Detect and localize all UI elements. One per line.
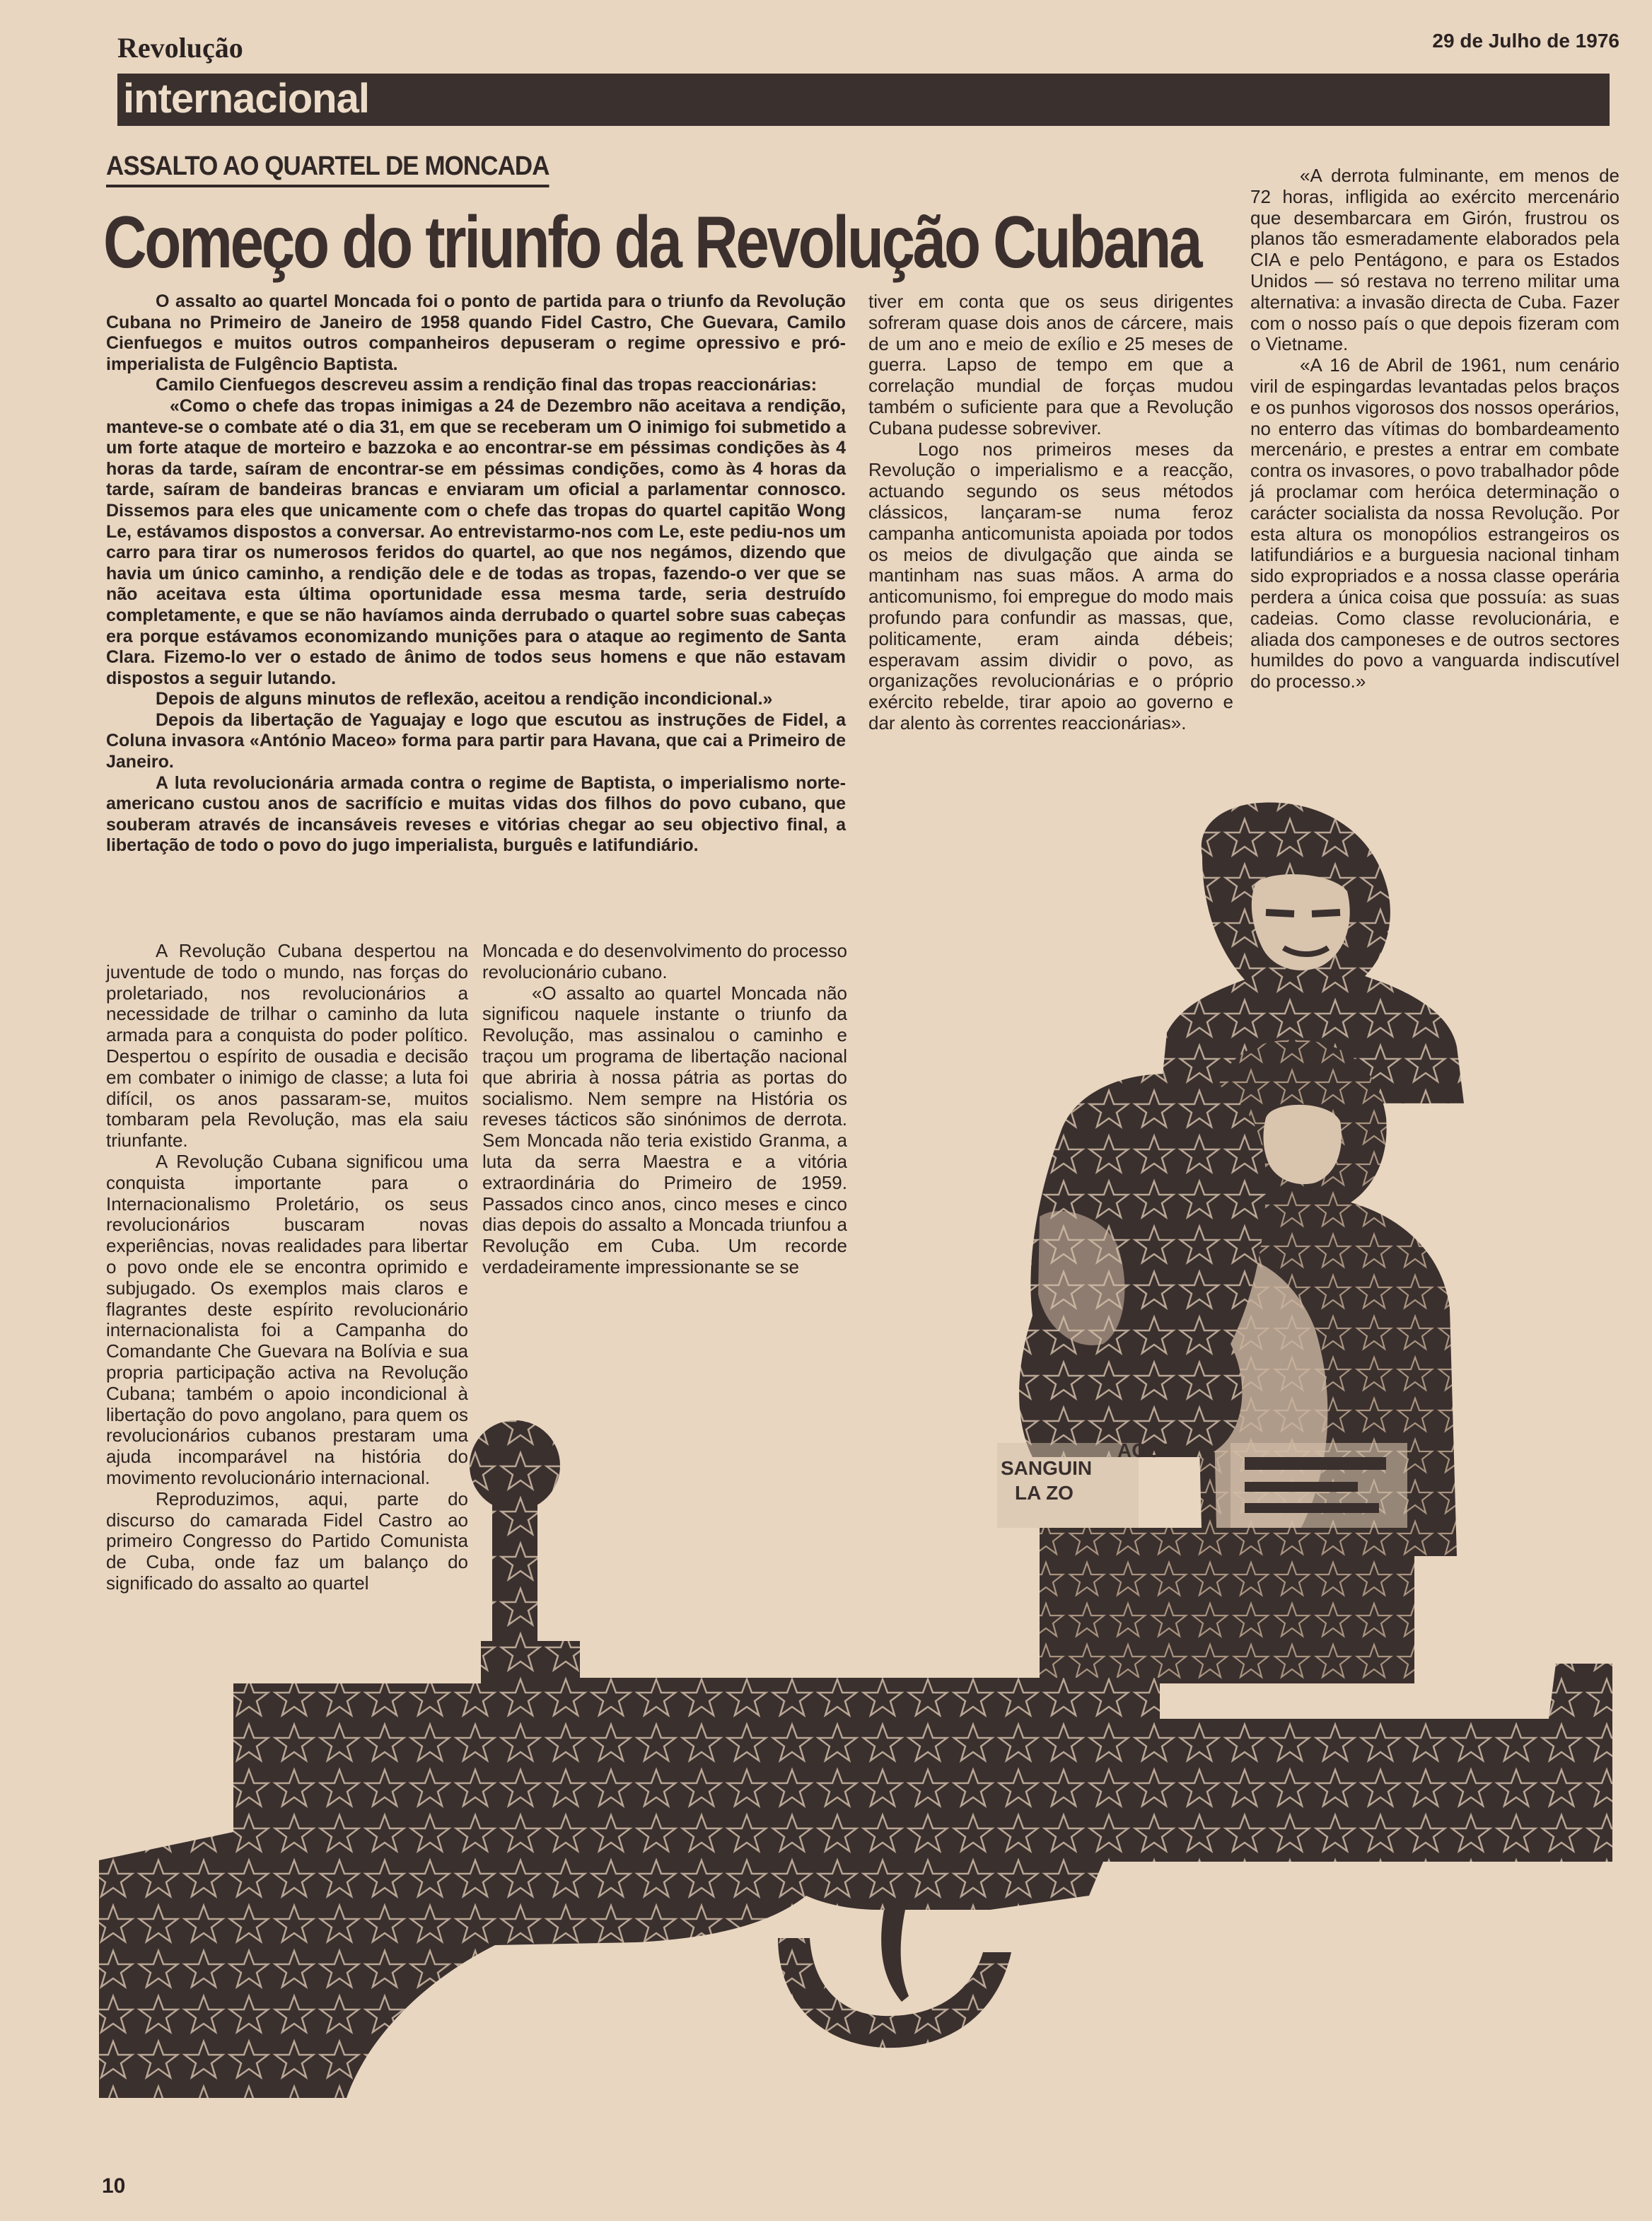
lead-paragraph: Depois da libertação de Yaguajay e logo que escutou as instruções de Fidel, a Coluna invasora «António Maceo» forma para partir para Havana, que cai a Primeiro de Janeiro. xyxy=(106,709,846,772)
section-title: internacional xyxy=(123,76,369,122)
article-kicker: ASSALTO AO QUARTEL DE MONCADA xyxy=(106,151,549,187)
rifle-bolt-stem xyxy=(492,1492,537,1648)
article-headline: Começo do triunfo da Revolução Cubana xyxy=(103,202,1201,284)
body-paragraph: A Revolução Cubana despertou na juventude de todo o mundo, nas forças do proletariado, nos revolucionários a necessidade de trilhar o caminho da luta armada para a conquista do poder político. Despertou o espírito de ousadia e decisão em combater o inimigo de classe; a luta foi difícil, os anos passaram-se, muitos tombaram pela Revolução, mas ela saiu triunfante. xyxy=(106,940,468,1152)
body-paragraph: Moncada e do desenvolvimento do processo revolucionário cubano. xyxy=(482,940,847,982)
poster-word: LA ZO xyxy=(1015,1482,1074,1504)
body-paragraph: Logo nos primeiros meses da Revolução o imperialismo e a reacção, actuando segundo os seus métodos clássicos, lançaram-se numa feroz campanha anticomunista apoiada por todos os meios de divulgação que ainda se mantinham nas suas mãos. A arma do anticomunismo, foi empregue do modo mais profundo para confundir as massas, que, politicamente, eram ainda débeis; esperavam assim dividir o povo, as organizações revolucionárias e o próprio exército rebelde, tirar apoio ao governo e dar alento às correntes reaccionárias». xyxy=(868,438,1233,733)
body-paragraph: «O assalto ao quartel Moncada não significou naquele instante o triunfo da Revolução, mas assinalou o caminho e traçou um programa de libertação nacional que abriria à nossa pátria as portas do socialismo. Nem sempre na História os reveses tácticos são sinónimos de derrota. Sem Moncada não teria existido Granma, a luta da serra Maestra e a vitória extraordinária do Primeiro de 1959. Passados cinco anos, cinco meses e cinco dias depois do assalto a Moncada triunfou a Revolução em Cuba. Um recorde verdadeiramente impressionante se se xyxy=(482,982,847,1277)
masthead-name: Revolução xyxy=(117,32,243,64)
page-number: 10 xyxy=(102,2174,126,2198)
portrait-left xyxy=(1019,1074,1266,1457)
poster-word: SANGUIN xyxy=(1001,1457,1093,1479)
lead-paragraph: Depois de alguns minutos de reflexão, aceitou a rendição incondicional.» xyxy=(156,689,773,709)
rifle-trigger xyxy=(881,1910,909,2002)
poster-word: AGURA xyxy=(1117,1439,1190,1461)
body-paragraph: tiver em conta que os seus dirigentes sofreram quase dois anos de cárcere, mais de um ano e meio de exílio e 25 meses de guerra. Lapso de tempo em que a correlação mundial de forças mudou também o suficiente para que a Revolução Cubana pudesse sobreviver. xyxy=(868,291,1233,439)
body-paragraph: «A 16 de Abril de 1961, num cenário viril de espingardas levantadas pelos braços e os punhos vigorosos dos nossos operários, no enterro das vítimas do bombardeamento mercenário, e prestes a entrar em combate contra os invasores, o povo trabalhador pôde já proclamar com heróica determinação o carácter socialista da nossa Revolução. Por esta altura os monopólios estrangeiros os latifundiários e a burguesia nacional tinham sido expropriados e a nossa classe operária perdera a única coisa que possuía: as suas cadeias. Como classe revolucionária, e aliada dos camponeses e de outros sectores humildes do povo a vanguarda indiscutível do processo.» xyxy=(1250,354,1619,692)
body-paragraph: «A derrota fulminante, em menos de 72 horas, infligida ao exército mercenário que desembarcara em Girón, frustrou os planos tão esmeradamente elaborados pela CIA e pelo Pentágono, e para os Estados Unidos — só restava no terreno militar uma alternativa: a invasão directa de Cuba. Fazer com o nosso país o que depois fizeram com o Vietname. xyxy=(1250,165,1619,355)
issue-date: 29 de Julho de 1976 xyxy=(1432,30,1619,52)
lead-quote: «Como o chefe das tropas inimigas a 24 de Dezembro não aceitava a rendição, manteve-se o combate até o dia 31, em que se receberam um O inimigo foi submetido a um forte ataque de morteiro e bazzoka e ao encontrar-se em péssimas condições às 4 horas da tarde, saíram de encontrar-se em péssimas condições, como às 4 horas da tarde, saíram de bandeiras brancas e enviaram um oficial a parlamentar connosco. Dissemos para eles que unicamente com o chefe das tropas do quartel capitão Wong Le, estávamos dispostos a conversar. Ao entrevistarmo-nos com Le, este pediu-nos um carro para tirar os numerosos feridos do quartel, ao que nos negámos, dizendo que havia um único caminho, a rendição dele e de todas as tropas, fazendo-o ver que se não aceitava esta última oportunidade essa mesma tarde, seria destruído completamente, e que se não havíamos ainda derrubado o quartel sobre suas cabeças era porque estávamos economizando munições para o ataque ao regimento de Santa Clara. Fizemo-lo ver o estado de ânimo de todos seus homens e que não estavam dispostos a seguir lutando. xyxy=(106,395,846,688)
lead-paragraph: O assalto ao quartel Moncada foi o ponto de partida para o triunfo da Revolução Cubana no Primeiro de Janeiro de 1958 quando Fidel Castro, Che Guevara, Camilo Cienfuegos e muitos outros companheiros depuseram o regime opressivo e pró-imperialista de Fulgêncio Baptista. xyxy=(106,291,846,374)
lead-paragraph: Camilo Cienfuegos descreveu assim a rendição final das tropas reaccionárias: xyxy=(156,375,818,395)
body-paragraph: Reproduzimos, aqui, parte do discurso do camarada Fidel Castro ao primeiro Congresso do Partido Comunista de Cuba, onde faz um balanço do significado do assalto ao quartel xyxy=(106,1488,468,1594)
lead-paragraph: A luta revolucionária armada contra o regime de Baptista, o imperialismo norte-americano custou anos de sacrifício e muitas vidas dos filhos do povo cubano, que souberam através de incansáveis reveses e vitórias chegar ao seu objectivo final, a libertação de todo o povo do jugo imperialista, burguês e latifundiário. xyxy=(106,772,846,856)
body-paragraph: A Revolução Cubana significou uma conquista importante para o Internacionalismo Proletário, os seus revolucionários buscaram novas experiências, novas realidades para libertar o povo onde ele se encontra oprimido e subjugado. Os exemplos mais claros e flagrantes deste espírito revolucionário internacionalista foi a Campanha do Comandante Che Guevara na Bolívia e sua propria participação activa na Revolução Cubana; também o apoio incondicional à libertação do povo angolano, para quem os revolucionários cubanos prestaram uma ajuda incomparável na história do movimento revolucionário internacional. xyxy=(106,1150,468,1488)
